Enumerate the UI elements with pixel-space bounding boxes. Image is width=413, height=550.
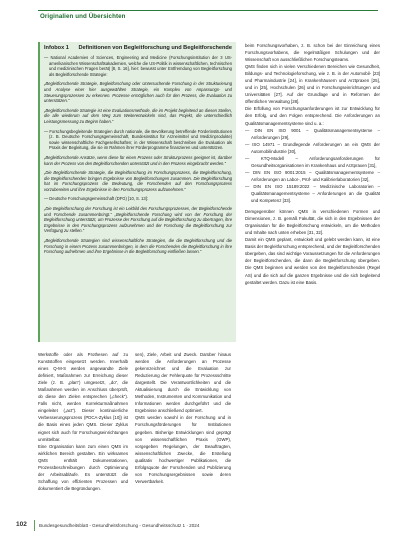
page-footer	[16, 520, 376, 532]
paragraph: Eine Organisation kann zum einen QMS im wirklichen Bereich gestalten. Ein wirksames QMS enthält Dokumentationen, Prozessbeschreibungen durch Optimierung der Arbeitsabläufe. Es unterstützt die Schaffung von effizienten Prozessen und dokumentiert die Begründungen.	[38, 443, 128, 491]
infobox-paragraph: — National Academies of Sciences, Engineering and Medicine (Forschungsinstitution der 3 US-amerikanischen Wissenschaftsakademien, welche die US-Politik in wissenschaftlichen, technischen und medizinischen Fragen berät) [8, S. 16], hier: bewusst unter Entfremdung von Begleitforschung als Begleitforschende Strategie:	[44, 55, 232, 77]
section-header	[38, 7, 378, 24]
section-title: Originalien und Übersichten	[40, 13, 126, 20]
journal-citation: Bundesgesundheitsblatt - Gesundheitsforschung - Gesundheitsschutz 1 · 2024	[39, 523, 200, 528]
infobox	[38, 42, 236, 342]
infobox-title	[44, 45, 232, 51]
list-item: — ISO 14971 – Grundlegende Anforderungen an ein QMS der Automobilindustrie [30],	[245, 141, 380, 154]
footer-divider	[34, 520, 35, 531]
infobox-paragraph: „Begleitforschende Strategie ist eine Evaluationsmethode, die im Projekt begleitend an diesen Stellen, die alle wiederum auf dem Weg zum Weiterentwickeln sind, das Projekt, die unterschiedlich Leistungsmessung zu Beginn haben.“	[44, 107, 232, 124]
header-rule	[38, 10, 378, 11]
infobox-paragraph: „Die Begleitforschung der Forschung ist ein Leitbild des Forschungsprozesses, der Begleitforschende und Forschende zusammenbringt.“ „Begleitforschende Forschung wird von der Forschung der Begleitforschung unterstützt, um Prozesse der Forschung auf die Begleitforschung zu übertragen, ihre Ergebnisse in den Forschungsprozess aufzunehmen und der Forschung die Begleitforschung zur Verfügung zu stellen.“	[44, 206, 232, 234]
column-left	[38, 351, 128, 492]
column-right	[245, 42, 380, 286]
paragraph: Die Erfüllung von Forschungsanforderungen ist zur Entwicklung für den Erfolg, und den Folgen entsprechend. Die Anforderungen an Qualitätsmanagementsysteme sind u. a.:	[245, 106, 380, 126]
paragraph: beim Forschungsvorhaben, z. B. schon bei der Einreichung eines Forschungsvorhabens, die regelmäßigen Schulungen und der Wissenschaft von ausschließlichen Forschungsteams.	[245, 43, 380, 63]
paragraph: Werkstoffe oder als Prothesen auf zu Kunststoffen eingesetzt werden. Innerhalb eines Q-M-S werden angewandte Ziele definiert, Maßnahmen zur Erreichung dieser Ziele (z. B. „plan“) umgesetzt, „do“, die Maßnahmen werden im Anschluss überprüft, ob diese den Zielen entsprechen („check“). Falls nicht, werden Korrekturmaßnahmen eingeleitet („act“). Dieser kontinuierliche Verbesserungsprozess (PDCA-Zyklus [10]) ist die Basis eines jeden QMS. Dieser Zyklus eignet sich auch für Forschungseinrichtungen unmittelbar.	[38, 352, 128, 442]
infobox-body	[44, 55, 232, 255]
infobox-paragraph: — Forschungsbegleitende Strategien durch nationale, die Bevölkerung betreffende Förderinstitutionen (z. B. Deutsche Forschungsgemeinschaft, Bundesinstitut für Arzneimittel und Medizinprodukte) sowie wissenschaftliche Fachgesellschaften; in der Wissenschaft beschreiben die Evaluation als Praxis der Begleitung, die sie im Rahmen ihrer Förderprogramme finanzieren und unterstützen.	[44, 128, 232, 151]
column-middle	[135, 351, 231, 485]
infobox-heading: Definitionen von Begleitforschung und Begleitforschende	[78, 45, 232, 51]
paragraph: Damit ein QMS geplant, entwickelt und gelebt werden kann, ist eine Basis der Begleitforschung entsprechend, und der Begleitforschenden übergeben, das sind wichtige Voraussetzungen für die Anforderungen der Begleitforschenden, die dann die Begleitforschung übergeben. Die QMS beginnen und werden von den Begleitforschenden (Regel AS) und die sich auf die ganzen Ergebnisse und die sich begleitend gestaltet werden. Dazu ist eine Basis.	[245, 237, 380, 285]
infobox-paragraph: „Begleitforschende Strategien sind wissenschaftliche Strategien, die die Begleitforschung und die Forschung in einem Prozess zusammenbringen, in dem die Forschenden die Begleitforschung in ihre Forschung aufnehmen und ihre Ergebnisse in die Begleitforschung einfließen lassen.“	[44, 238, 232, 255]
paragraph: QMS finden sich in vielen Verschiedenen Bereichen wie Gesundheit, Bildungs- und Technologieforschung, wie z. B. in der Automobil- [23] und Pharmaindustrie [24], in Krankenhäusern und Arztpraxen [25], und in [25], Hochschulen [26] und in Forschungseinrichtungen und Universitäten [27]. Auf der Grundlage und in Reformen der öffentlichen Verwaltung [28].	[245, 64, 380, 105]
infobox-paragraph: „Die Begleitforschende Strategie, die Begleitforschung im Forschungsprozess, die Begleitforschung, die Begleitforschenden bringen Ergebnisse von Begleitforschungen zusammen. Die Begleitforschung hat im Forschungsprozess die Bedeutung, die Forschenden auf den Forschungsprozess vorzubereiten und ihre Ergebnisse in den Forschungsprozess aufzunehmen.“	[44, 170, 232, 192]
list-item: — DIN EN ISO 9001:2015 – Qualitätsmanagementsysteme – Anforderungen an Labor-, Prüf- und Kalibrierlaboratorien [32],	[245, 169, 380, 182]
infobox-paragraph: — Deutsche Forschungsgemeinschaft (DFG) [10, S. 13]:	[44, 196, 149, 202]
infobox-number: Infobox 1	[44, 45, 69, 51]
standards-list	[245, 127, 380, 205]
list-item: — DIN EN ISO 9001 – Qualitätsmanagementsysteme – Anforderungen [29],	[245, 127, 380, 140]
infobox-paragraph: „Begleitforschende Strategie, Begleitforschung oder Untersuchende Forschung in der Strukturierung und Analyse einer hier ausgewählten Strategie, ein Komplex von Anpassungs- und Steuerungsprozessen zu erkennen. Prozesse ermöglichen auch für den Prozess, die Evaluation zu unterstützen.“	[44, 81, 232, 104]
list-item: — DIN EN ISO 15189:2022 – Medizinische Laboratorien – Qualitätsmanagementsysteme – Anforderungen an die Qualität und Kompetenz [33].	[245, 183, 380, 204]
page-number: 102	[16, 521, 27, 528]
list-item: — KTQ-Modell – Anforderungsanforderungen für Gesundheitsorganisationen im Krankenhaus und Arztpraxen [31],	[245, 155, 380, 168]
paragraph: QMS werden sowohl in der Forschung und in Forschungsförderungen für Institutionen gegeben. Bisherige Entwicklungen sind geprägt von wissenschaftlichen Praxis (GWP), vorgegeben Regelungen, der Beauftragten, wissenschaftlichen Zwecke, die Erstellung qualitativ hochwertiger Publikationen, die Erfolgsquote der Forschenden und Publizierung von Forschungsergebnissen sowie deren Verwertbarkeit.	[135, 415, 231, 484]
paragraph: Demgegenüber können QMS in verschiedenen Formen und Dimensionen, z. B. gemäß Fakultät, die sich in den Ergebnissen der Organisation für die Begleitforschung entwickeln, um die Methoden und Inhalte nach unten erheben [31, 32].	[245, 209, 380, 236]
paragraph: sen), Ziele, Arbeit und Zweck. Darüber hinaus werden die Anforderungen an Prozesse gekennzeichnet und die Evaluation zur Reduzierung der Fehlerquote für Prozessschritte dargestellt. Die Verantwortlichkeiten und die Aktualisierung durch die Entwicklung von Methoden, Instrumenten und Kommunikation und Informationen werden durchgeführt und die Ergebnisse anschließend optimiert.	[135, 352, 231, 414]
infobox-paragraph: „Begleitforschende Ansätze, wenn diese für einen Prozess oder Strukturprozess geeignet ist, darüber kann der Prozess von den Begleitforschenden unterstützt und in den Prozess eingebracht werden.“	[44, 154, 232, 166]
